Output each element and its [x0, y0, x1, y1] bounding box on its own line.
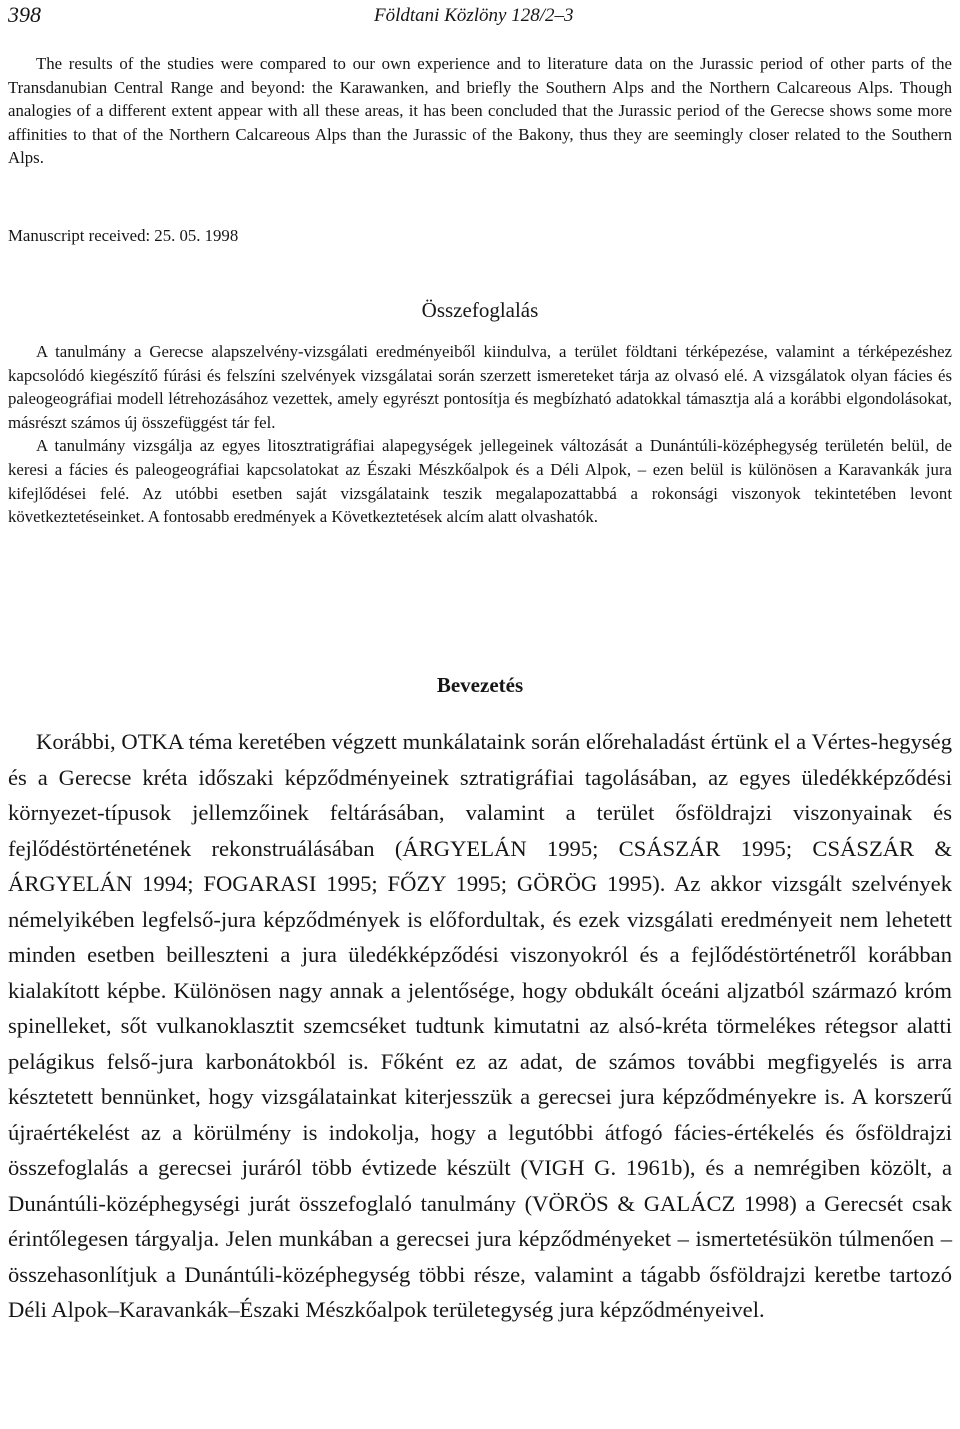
running-header [6, 2, 950, 32]
introduction-heading: Bevezetés [436, 673, 524, 697]
manuscript-received-date: Manuscript received: 25. 05. 1998 [8, 226, 239, 245]
summary-paragraph-1: A tanulmány a Gerecse alapszelvény-vizsgálati eredményeiből kiindulva, a terület földtani térképezése, valamint a térképezéshez kapcsolódó kiegészítő fúrási és felszíni szelvények vizsgálatai során szerzett ismereteket tárja az olvasó elé. A vizsgálatok olyan fácies és paleogeográfiai modell létrehozásához vezettek, amely egyrészt pontosítja és megbízható adatokkal támasztja alá a korábbi elgondolásokat, másrészt számos új összefüggést tár fel. [8, 342, 952, 432]
summary-section [8, 340, 952, 529]
journal-title: Földtani Közlöny 128/2–3 [374, 5, 574, 26]
english-abstract-paragraph: The results of the studies were compared to our own experience and to literature data on the Jurassic period of other parts of the Transdanubian Central Range and beyond: the Karawanken, and briefly the Southern Alps and the Northern Calcareous Alps. Though analogies of a different extent appear with all these areas, it has been concluded that the Jurassic period of the Gerecse shows some more affinities to that of the Northern Calcareous Alps than the Jurassic of the Bakony, thus they are seemingly closer related to the Southern Alps. [8, 54, 952, 168]
summary-paragraph-2: A tanulmány vizsgálja az egyes litosztratigráfiai alapegységek jellegeinek változását a Dunántúli-középhegység területén belül, de keresi a fácies és paleogeográfiai kapcsolatokat az Északi Mészkőalpok és a Déli Alpok, – ezen belül is különösen a Karavankák jura kifejlődései felé. Az utóbbi esetben saját vizsgálataink teszik megalapozattabbá a rokonsági viszonyok tekintetében levont következtetéseinket. A fontosabb eredmények a Következtetések alcím alatt olvashatók. [8, 436, 952, 527]
page-number: 398 [8, 2, 41, 27]
introduction-paragraph: Korábbi, OTKA téma keretében végzett munkálataink során előrehaladást értünk el a Vértes-hegység és a Gerecse kréta időszaki képződményeinek sztratigráfiai tagolásában, az egyes üledékképződési környezet-típusok jellemzőinek feltárásában, valamint a terület ősföldrajzi viszonyainak és fejlődéstörténetének rekonstruálásában (ÁRGYELÁN 1995; CSÁSZÁR 1995; CSÁSZÁR & ÁRGYELÁN 1994; FOGARASI 1995; FŐZY 1995; GÖRÖG 1995). Az akkor vizsgált szelvények némelyikében legfelső-jura képződmények is előfordultak, és ezek vizsgálati eredményeit nem lehetett minden esetben beilleszteni a jura üledékképződési viszonyokról és a fejlődéstörténetről korábban kialakított képbe. Különösen nagy annak a jelentősége, hogy obdukált óceáni aljzatból származó króm spinelleket, sőt vulkanoklasztit szemcséket tudtunk kimutatni az alsó-kréta törmelékes rétegsor alatti pelágikus felső-jura karbonátokból is. Főként ez az adat, de számos további megfigyelés is arra késztetett bennünket, hogy vizsgálatainkat kiterjesszük a gerecsei jura képződményekre is. A korszerű újraértékelést az a körülmény is indokolja, hogy a legutóbbi átfogó fácies-értékelés és ősföldrajzi összefoglalás a gerecsei juráról több évtizede készült (VIGH G. 1961b), és a nemrégiben közölt, a Dunántúli-középhegységi jurát összefoglaló tanulmány (VÖRÖS & GALÁCZ 1998) a Gerecsét csak érintőlegesen tárgyalja. Jelen munkában a gerecsei jura képződményeket – ismertetésükön túlmenően – összehasonlítjuk a Dunántúli-középhegység többi része, valamint a tágabb ősföldrajzi keretbe tartozó Déli Alpok–Karavankák–Északi Mészkőalpok területegység jura képződményeivel. [8, 729, 952, 1322]
summary-heading: Összefoglalás [421, 298, 539, 322]
